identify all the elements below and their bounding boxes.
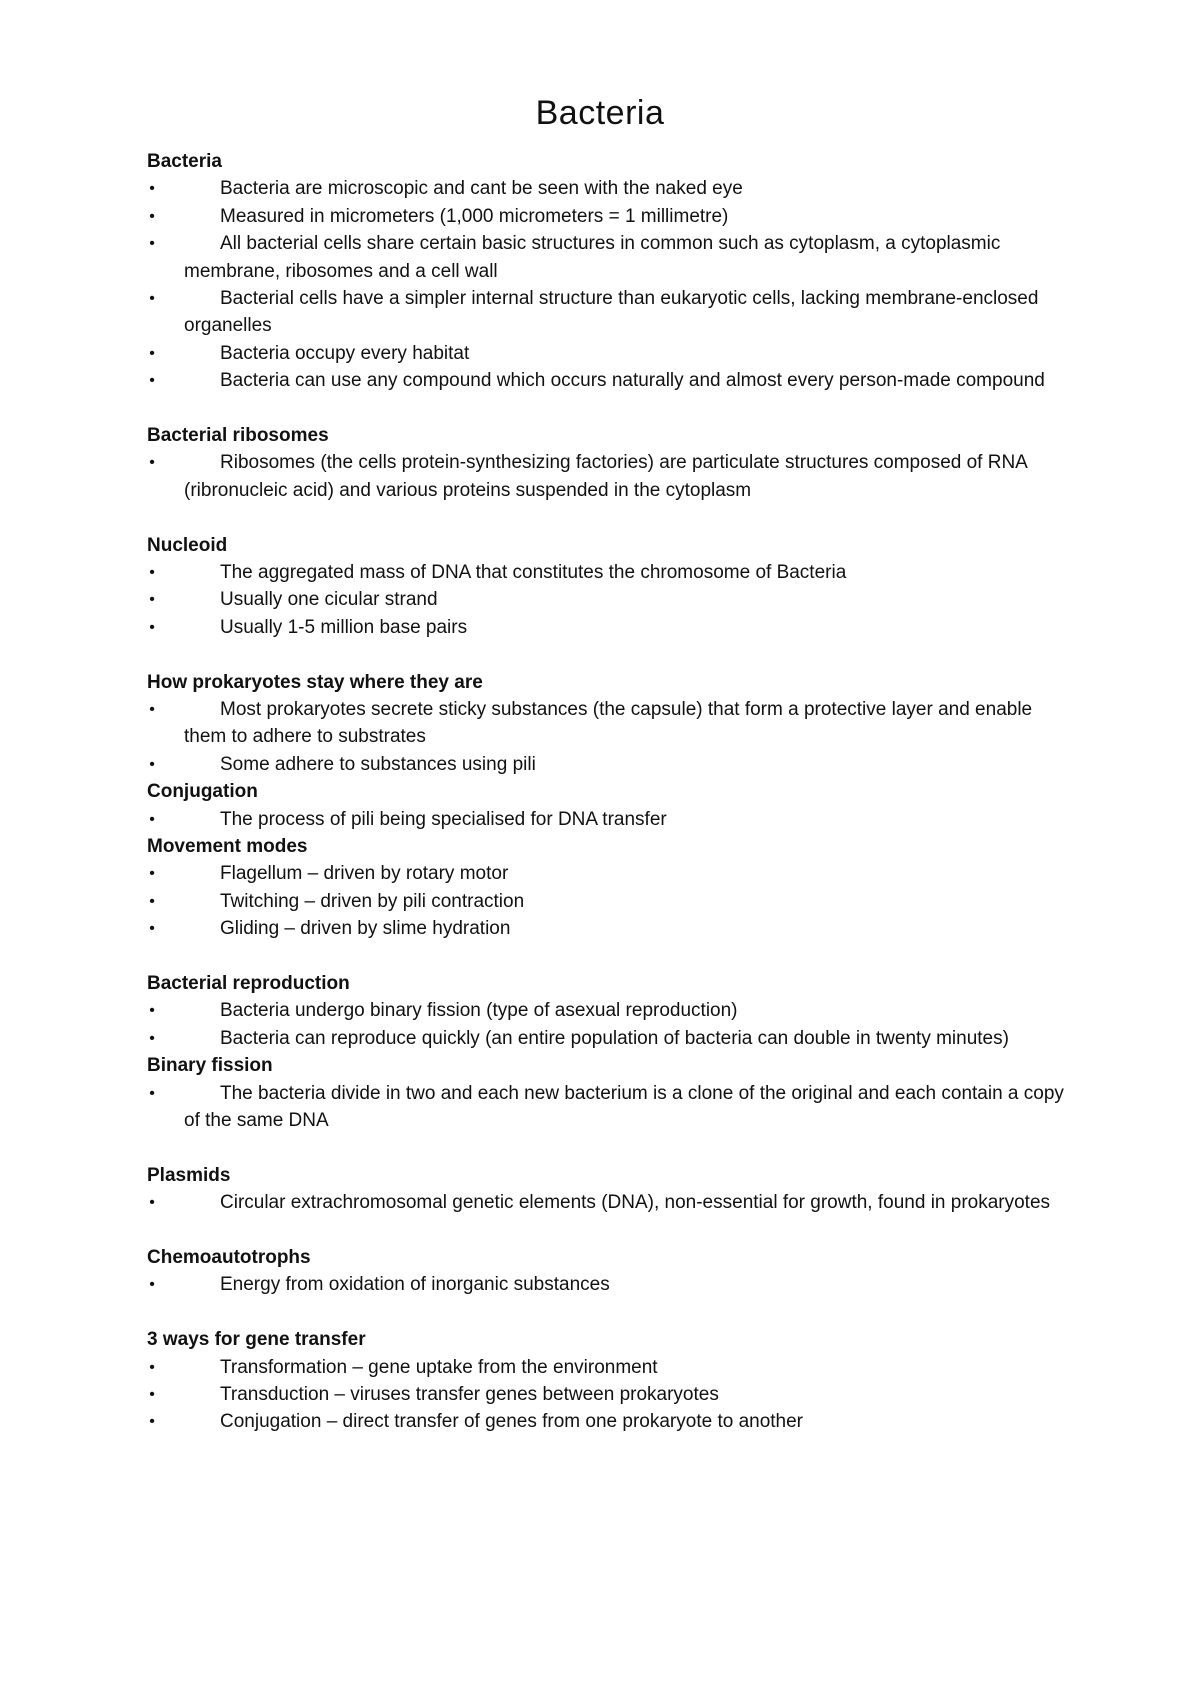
list-item — [147, 449, 1067, 504]
section-heading: 3 ways for gene transfer — [147, 1329, 366, 1351]
list-item — [147, 1080, 1067, 1135]
bullet-icon: • — [149, 618, 155, 636]
section-heading: How prokaryotes stay where they are — [147, 671, 483, 693]
list-item-text: Bacteria undergo binary fission (type of asexual reproduction) — [220, 1000, 738, 1022]
document-title: Bacteria — [535, 94, 665, 132]
list-item — [147, 696, 1067, 751]
section-heading: Bacterial ribosomes — [147, 425, 329, 447]
section-heading: Conjugation — [147, 781, 258, 803]
section-nucleoid — [147, 532, 1067, 642]
list-item-text: Gliding – driven by slime hydration — [220, 918, 511, 940]
list-item — [147, 888, 1067, 915]
list-item-text: Some adhere to substances using pili — [220, 753, 536, 775]
list-item-text: Bacteria occupy every habitat — [220, 342, 470, 364]
list-item — [147, 230, 1067, 285]
bullet-icon: • — [149, 1002, 155, 1020]
list-item — [147, 1189, 1067, 1216]
list-item — [147, 340, 1067, 367]
list-item-text: Flagellum – driven by rotary motor — [220, 863, 509, 885]
bullet-icon: • — [149, 1358, 155, 1376]
list-item-text: All bacterial cells share certain basic structures in common such as cytoplasm, a cytoplasmic membrane, ribosomes and a cell wall — [184, 233, 1001, 282]
list-item — [147, 1271, 1067, 1298]
list-item-text: Measured in micrometers (1,000 micrometers = 1 millimetre) — [220, 205, 729, 227]
section-heading: Binary fission — [147, 1055, 273, 1077]
bullet-icon: • — [149, 1194, 155, 1212]
bullet-icon: • — [149, 344, 155, 362]
list-item — [147, 751, 1067, 778]
section-bacterial-reproduction — [147, 970, 1067, 1052]
list-item-text: Usually 1-5 million base pairs — [220, 616, 468, 638]
bullet-icon: • — [149, 865, 155, 883]
section-heading: Nucleoid — [147, 534, 228, 556]
bullet-icon: • — [149, 235, 155, 253]
bullet-icon: • — [149, 372, 155, 390]
list-item — [147, 614, 1067, 641]
list-item-text: The aggregated mass of DNA that constitutes the chromosome of Bacteria — [220, 562, 847, 584]
bullet-icon: • — [149, 290, 155, 308]
list-item — [147, 1025, 1067, 1052]
section-chemoautotrophs — [147, 1244, 1067, 1299]
section-prokaryote-adhesion — [147, 669, 1067, 779]
list-item — [147, 997, 1067, 1024]
bullet-icon: • — [149, 810, 155, 828]
list-item-text: Bacteria can reproduce quickly (an entire population of bacteria can double in twenty minutes) — [220, 1027, 1009, 1049]
bullet-icon: • — [149, 207, 155, 225]
list-item-text: Conjugation – direct transfer of genes from one prokaryote to another — [220, 1411, 804, 1433]
document-body — [147, 148, 1067, 1436]
list-item — [147, 860, 1067, 887]
spacer — [147, 641, 1067, 668]
list-item-text: The bacteria divide in two and each new bacterium is a clone of the original and each contain a copy of the same DNA — [184, 1082, 1064, 1132]
section-binary-fission — [147, 1052, 1067, 1134]
section-bacteria — [147, 148, 1067, 395]
bullet-icon: • — [149, 1084, 155, 1102]
bullet-icon: • — [149, 1276, 155, 1294]
bullet-icon: • — [149, 892, 155, 910]
spacer — [147, 504, 1067, 531]
list-item-text: Circular extrachromosomal genetic elements (DNA), non-essential for growth, found in prokaryotes — [220, 1192, 1051, 1214]
bullet-icon: • — [149, 180, 155, 198]
section-bacterial-ribosomes — [147, 422, 1067, 504]
list-item — [147, 915, 1067, 942]
list-item — [147, 559, 1067, 586]
section-movement-modes — [147, 833, 1067, 943]
list-item-text: Twitching – driven by pili contraction — [220, 890, 525, 912]
list-item — [147, 203, 1067, 230]
list-item — [147, 806, 1067, 833]
section-heading: Movement modes — [147, 836, 308, 858]
bullet-icon: • — [149, 920, 155, 938]
list-item-text: Usually one cicular strand — [220, 589, 438, 611]
section-heading: Plasmids — [147, 1164, 231, 1186]
spacer — [147, 1134, 1067, 1161]
list-item-text: Bacterial cells have a simpler internal structure than eukaryotic cells, lacking membrane-enclosed organelles — [184, 288, 1039, 337]
bullet-icon: • — [149, 564, 155, 582]
bullet-icon: • — [149, 1029, 155, 1047]
section-conjugation — [147, 778, 1067, 833]
list-item — [147, 175, 1067, 202]
list-item — [147, 1408, 1067, 1435]
spacer — [147, 1217, 1067, 1244]
list-item-text: The process of pili being specialised for DNA transfer — [220, 808, 667, 830]
list-item-text: Ribosomes (the cells protein-synthesizing factories) are particulate structures composed of RNA (ribronucleic acid) and various proteins suspended in the cytoplasm — [184, 452, 1027, 501]
section-heading: Chemoautotrophs — [147, 1247, 311, 1269]
section-gene-transfer — [147, 1326, 1067, 1436]
bullet-icon: • — [149, 1386, 155, 1403]
list-item-text: Bacteria are microscopic and cant be seen with the naked eye — [220, 178, 743, 200]
bullet-icon: • — [149, 755, 155, 773]
list-item — [147, 586, 1067, 613]
section-heading: Bacteria — [147, 151, 222, 172]
section-plasmids — [147, 1162, 1067, 1217]
spacer — [147, 395, 1067, 422]
spacer — [147, 943, 1067, 970]
list-item-text: Transduction – viruses transfer genes between prokaryotes — [220, 1384, 719, 1405]
bullet-icon: • — [149, 1413, 155, 1431]
list-item-text: Energy from oxidation of inorganic substances — [220, 1274, 610, 1296]
list-item — [147, 367, 1067, 394]
bullet-icon: • — [149, 454, 155, 472]
list-item — [147, 1381, 1067, 1408]
list-item — [147, 1354, 1067, 1381]
list-item — [147, 285, 1067, 340]
list-item-text: Transformation – gene uptake from the environment — [220, 1356, 658, 1378]
list-item-text: Most prokaryotes secrete sticky substances (the capsule) that form a protective layer and enable them to adhere to substrates — [184, 699, 1033, 748]
section-heading: Bacterial reproduction — [147, 973, 350, 995]
list-item-text: Bacteria can use any compound which occurs naturally and almost every person-made compound — [220, 370, 1045, 392]
bullet-icon: • — [149, 591, 155, 609]
spacer — [147, 1299, 1067, 1326]
bullet-icon: • — [149, 701, 155, 719]
